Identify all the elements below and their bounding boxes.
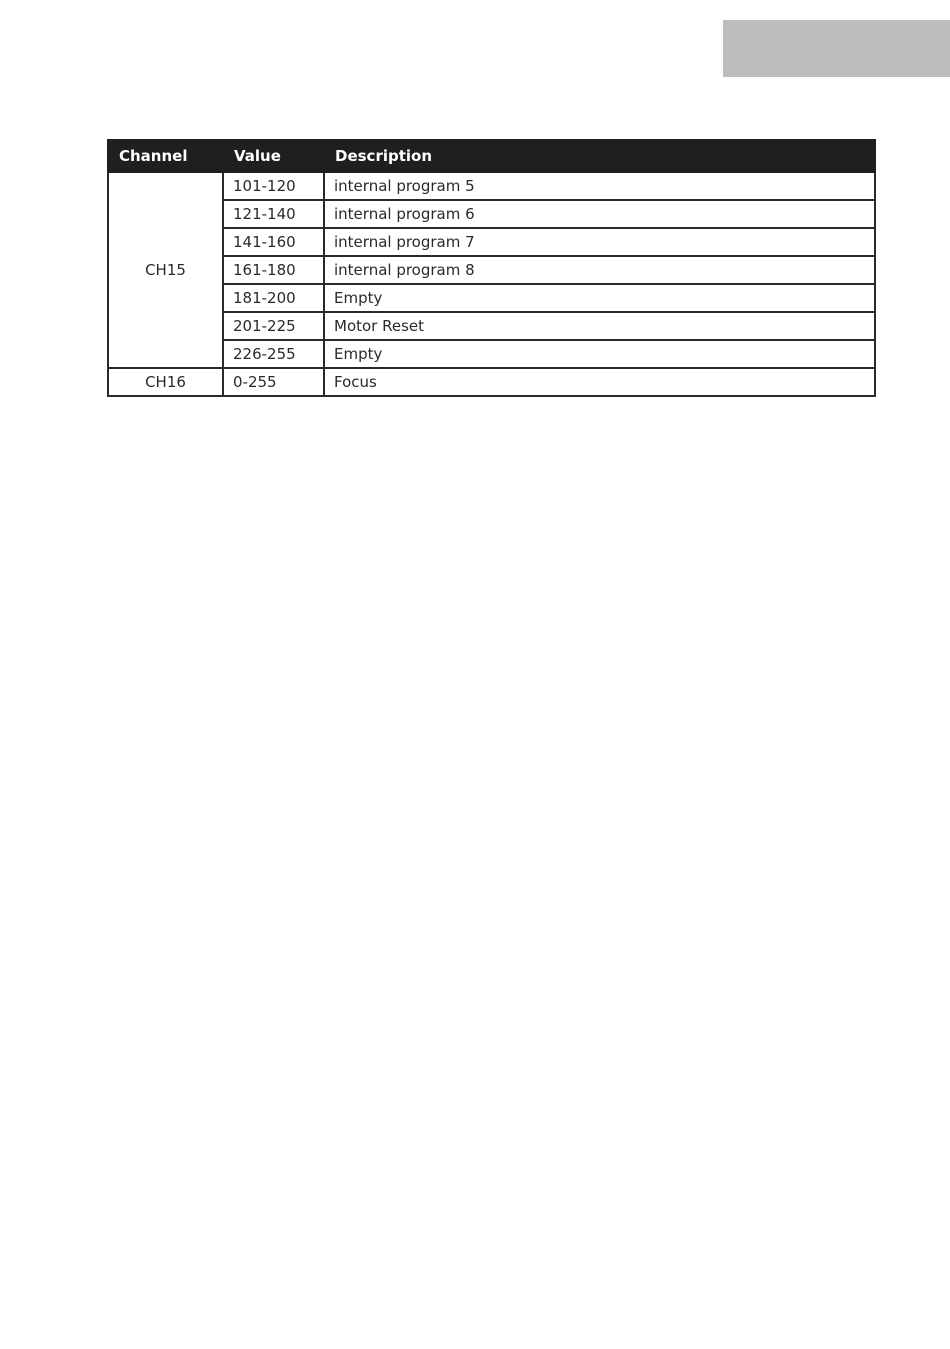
header-value: Value [223,140,324,172]
description-cell: Empty [324,340,875,368]
channel-cell: CH15 [108,172,223,368]
value-cell: 141-160 [223,228,324,256]
table-row [108,284,875,312]
table-row [108,228,875,256]
description-cell: internal program 6 [324,200,875,228]
header-description: Description [324,140,875,172]
description-cell: internal program 8 [324,256,875,284]
value-cell: 161-180 [223,256,324,284]
value-cell: 101-120 [223,172,324,200]
value-cell: 226-255 [223,340,324,368]
value-cell: 201-225 [223,312,324,340]
table-header-row [108,140,875,172]
value-cell: 121-140 [223,200,324,228]
description-cell: internal program 7 [324,228,875,256]
value-cell: 0-255 [223,368,324,396]
channel-cell: CH16 [108,368,223,396]
description-cell: Focus [324,368,875,396]
header-channel: Channel [108,140,223,172]
table-row [108,172,875,200]
dmx-channel-table [107,139,876,397]
value-cell: 181-200 [223,284,324,312]
table-row [108,256,875,284]
table-row [108,368,875,396]
corner-tab [723,20,950,77]
table-row [108,200,875,228]
table-row [108,312,875,340]
table-row [108,340,875,368]
description-cell: Empty [324,284,875,312]
description-cell: Motor Reset [324,312,875,340]
description-cell: internal program 5 [324,172,875,200]
